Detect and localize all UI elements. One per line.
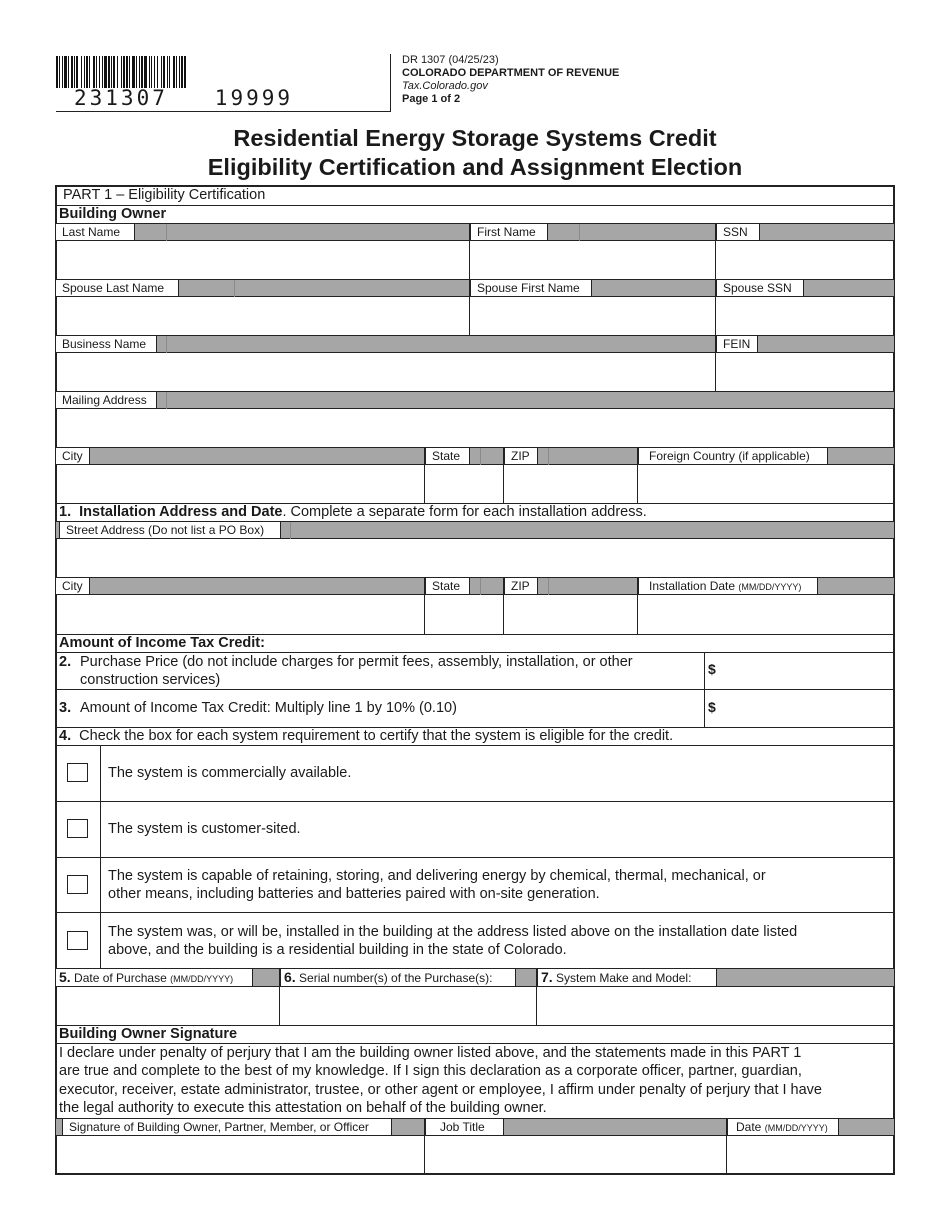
barcode-bar [129,56,130,88]
barcode-bar [154,56,155,88]
barcode-bar [96,56,97,88]
install-city-label: City [56,578,90,595]
zip-input[interactable] [505,466,637,502]
declaration-line-2: are true and complete to the best of my knowledge. If I sign this declaration as a corporate officer, partner, guardian, [59,1063,802,1079]
signature-date-format: (MM/DD/YYYY) [764,1123,828,1133]
serial-number-label [280,969,516,987]
install-zip-input[interactable] [505,596,637,633]
barcode-bar [139,56,140,88]
barcode-bar [161,56,162,88]
barcode-bar [176,56,177,88]
ssn-label: SSN [716,224,760,241]
spouse-first-name-input[interactable] [471,298,715,334]
line5-format: (MM/DD/YYYY) [170,974,234,984]
barcode-bar [149,56,150,88]
line3-number: 3. [59,700,72,716]
website: Tax.Colorado.gov [402,80,488,92]
checkbox-residential-installation[interactable] [67,931,88,950]
barcode-bar [136,56,137,88]
mailing-address-input[interactable] [57,410,893,446]
install-state-label: State [425,578,470,595]
business-name-label: Business Name [56,336,157,353]
spouse-last-name-label: Spouse Last Name [56,280,179,297]
first-name-label: First Name [470,224,548,241]
last-name-label: Last Name [56,224,135,241]
barcode-bar [144,56,147,88]
install-city-input[interactable] [57,596,424,633]
barcode-bar [111,56,112,88]
city-label: City [56,448,90,465]
barcode-number-left: 231307 [74,86,168,110]
barcode-bar [123,56,125,88]
building-owner-heading: Building Owner [59,206,167,222]
requirement-3-text-a: The system is capable of retaining, storing, and delivering energy by chemical, thermal, mechanical, or [108,868,766,884]
line4-heading [59,727,673,745]
barcode-bar [117,56,118,88]
barcode-bar [71,56,73,88]
street-address-input[interactable] [57,540,893,576]
barcode [56,56,310,88]
line7-text: System Make and Model: [556,971,692,985]
zip-label: ZIP [504,448,538,465]
title-line-1: Residential Energy Storage Systems Credit [233,125,717,151]
line4-number: 4. [59,728,72,744]
requirement-2-text: The system is customer-sited. [108,821,301,837]
header-underline [56,111,390,112]
barcode-bar [163,56,165,88]
installation-date-label [638,578,818,595]
city-input[interactable] [57,466,424,502]
line7-number: 7. [541,969,553,985]
date-of-purchase-label [56,969,253,987]
line6-number: 6. [284,969,296,985]
line2-text-b: construction services) [80,672,221,688]
department: COLORADO DEPARTMENT OF REVENUE [402,67,620,79]
barcode-bar [169,56,170,88]
signature-field[interactable] [57,1137,423,1173]
requirement-4-text-b: above, and the building is a residential building in the state of Colorado. [108,942,567,958]
barcode-bar [89,56,90,88]
barcode-bar [93,56,95,88]
checkbox-storage-capable[interactable] [67,875,88,894]
line1-instructions: . Complete a separate form for each installation address. [282,504,647,520]
barcode-bar [121,56,122,88]
spouse-last-name-input[interactable] [57,298,469,334]
barcode-bar [104,56,107,88]
installation-date-format: (MM/DD/YYYY) [738,582,802,592]
signature-heading: Building Owner Signature [59,1026,238,1042]
requirement-1-text: The system is commercially available. [108,765,352,781]
line4-text: Check the box for each system requirement to certify that the system is eligible for the credit. [79,728,674,744]
spouse-ssn-input[interactable] [717,298,893,334]
business-name-input[interactable] [57,354,714,390]
barcode-bar [167,56,168,88]
barcode-bar [56,56,58,88]
declaration-line-4: the legal authority to execute this attestation on behalf of the building owner. [59,1100,547,1116]
foreign-country-label: Foreign Country (if applicable) [638,448,828,465]
line1-title: Installation Address and Date [79,504,283,520]
barcode-number-right: 19999 [214,86,294,110]
barcode-bar [132,56,135,88]
purchase-price-input[interactable] [720,654,893,688]
fein-input[interactable] [717,354,893,390]
barcode-bar [126,56,128,88]
barcode-bar [86,56,88,88]
barcode-bar [151,56,152,88]
install-state-input[interactable] [426,596,503,633]
barcode-bar [141,56,143,88]
barcode-bar [102,56,103,88]
requirement-4-text-a: The system was, or will be, installed in the building at the address listed above on the installation date listed [108,924,798,940]
barcode-bar [184,56,186,88]
first-name-input[interactable] [471,242,715,278]
part1-heading: PART 1 – Eligibility Certification [63,187,266,203]
state-input[interactable] [426,466,503,502]
barcode-bar [64,56,67,88]
job-title-label: Job Title [425,1119,504,1136]
foreign-country-input[interactable] [639,466,893,502]
line6-text: Serial number(s) of the Purchase(s): [299,971,493,985]
ssn-input[interactable] [717,242,893,278]
checkbox-customer-sited[interactable] [67,819,88,838]
street-address-label: Street Address (Do not list a PO Box) [59,522,281,539]
signature-date-input[interactable] [728,1137,893,1173]
installation-date-input[interactable] [639,596,893,633]
checkbox-commercially-available[interactable] [67,763,88,782]
declaration-line-1: I declare under penalty of perjury that I am the building owner listed above, and the statements made in this PART 1 [59,1045,802,1061]
barcode-bar [62,56,63,88]
barcode-bar [84,56,85,88]
system-make-model-input[interactable] [538,988,893,1024]
state-label: State [425,448,470,465]
fein-label: FEIN [716,336,758,353]
form-id: DR 1307 (04/25/23) [402,54,499,66]
title-line-2: Eligibility Certification and Assignment Election [207,154,743,180]
credit-heading: Amount of Income Tax Credit: [59,635,265,651]
barcode-number [74,86,293,110]
barcode-bar [108,56,110,88]
header-divider [390,54,391,112]
install-zip-label: ZIP [504,578,538,595]
line1-number: 1. [59,504,72,520]
barcode-bar [81,56,82,88]
last-name-input[interactable] [57,242,469,278]
line3-dollar: $ [708,699,716,715]
barcode-bar [173,56,175,88]
barcode-bar [59,56,60,88]
spouse-first-name-label: Spouse First Name [470,280,592,297]
barcode-bar [74,56,75,88]
serial-number-input[interactable] [281,988,536,1024]
barcode-bar [113,56,115,88]
line2-text-a: Purchase Price (do not include charges for permit fees, assembly, installation, or other [80,654,633,670]
barcode-bar [99,56,100,88]
barcode-bar [179,56,180,88]
tax-credit-amount-input[interactable] [720,691,893,726]
line5-text: Date of Purchase [74,971,167,985]
barcode-bar [68,56,69,88]
barcode-bar [157,56,158,88]
installation-date-text: Installation Date [649,579,736,593]
job-title-input[interactable] [426,1137,725,1173]
line1-heading [59,503,647,521]
barcode-bar [181,56,183,88]
line3-text: Amount of Income Tax Credit: Multiply line 1 by 10% (0.10) [80,700,457,716]
barcode-bars [56,56,310,88]
system-make-model-label [537,969,717,987]
signature-label: Signature of Building Owner, Partner, Member, or Officer [62,1119,392,1136]
page-number: Page 1 of 2 [402,93,461,105]
line5-number: 5. [59,969,71,985]
line2-dollar: $ [708,661,716,677]
spouse-ssn-label: Spouse SSN [716,280,804,297]
barcode-bar [76,56,78,88]
signature-date-text: Date [736,1120,762,1134]
mailing-address-label: Mailing Address [56,392,157,409]
line2-number: 2. [59,654,72,670]
declaration-line-3: executor, receiver, estate administrator, trustee, or other agent or employee, I affirm under penalty of perjury that I have [59,1082,822,1098]
signature-date-label [727,1119,839,1136]
date-of-purchase-input[interactable] [57,988,279,1024]
requirement-3-text-b: other means, including batteries and batteries paired with on-site generation. [108,886,600,902]
